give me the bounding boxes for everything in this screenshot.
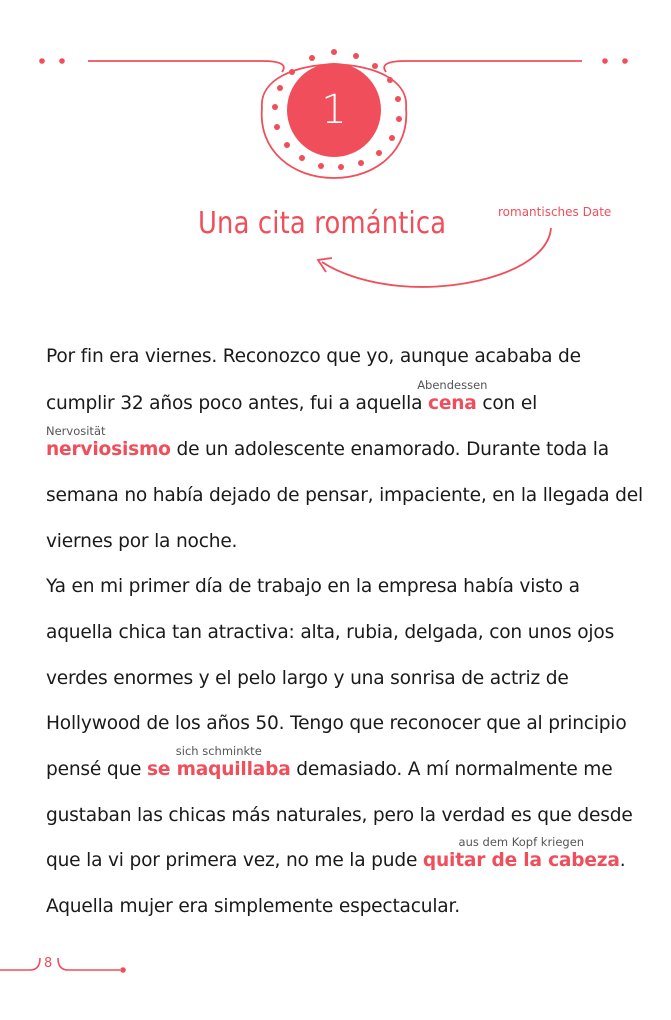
body-line-3-tail: de un adolescente enamorado. Durante toda la — [170, 439, 609, 460]
body-line-13: Aquella mujer era simplemente espectacular. — [46, 896, 460, 917]
keyword-nerviosismo — [46, 424, 171, 460]
body-line-7: aquella chica tan atractiva: alta, rubia, delgada, con unos ojos — [46, 622, 615, 643]
body-line-8: verdes enormes y el pelo largo y una sonrisa de actriz de — [46, 668, 569, 689]
body-line-11: gustaban las chicas más naturales, pero la verdad es que desde — [46, 805, 633, 826]
body-line-2-text: cumplir 32 años poco antes, fui a aquella — [46, 393, 429, 414]
body-line-5: viernes por la noche. — [46, 531, 238, 552]
body-line-2-tail: con el — [476, 393, 538, 414]
body-line-2 — [46, 378, 538, 414]
body-line-4: semana no había dejado de pensar, impaciente, en la llegada del — [46, 485, 643, 506]
body-line-12 — [46, 835, 626, 871]
body-line-9: Hollywood de los años 50. Tengo que reconocer que al principio — [46, 713, 627, 734]
body-line-12-text: que la vi por primera vez, no me la pude — [46, 850, 423, 871]
body-line-10-text: pensé que — [46, 759, 148, 780]
gloss-quitar: aus dem Kopf kriegen — [458, 835, 585, 849]
keyword-nerviosismo-text: nerviosismo — [46, 439, 171, 460]
chapter-number: 1 — [321, 87, 347, 133]
keyword-cena-text: cena — [428, 393, 477, 414]
chapter-title-gloss: romantisches Date — [498, 205, 612, 219]
body-line-12-tail: . — [619, 850, 626, 871]
body-line-3 — [46, 424, 609, 460]
keyword-maquillaba-text: se maquillaba — [147, 759, 291, 780]
keyword-quitar-text: quitar de la cabeza — [422, 850, 620, 871]
keyword-cena — [417, 378, 488, 414]
gloss-maquillaba: sich schminkte — [175, 744, 262, 758]
gloss-cena: Abendessen — [417, 378, 488, 392]
body-line-1: Por fin era viernes. Reconozco que yo, aunque acababa de — [46, 346, 581, 367]
page-number: 8 — [44, 956, 53, 971]
gloss-nerviosismo: Nervosität — [46, 424, 106, 438]
body-line-6: Ya en mi primer día de trabajo en la empresa había visto a — [46, 576, 580, 597]
chapter-title: Una cita romántica — [198, 206, 447, 241]
keyword-maquillaba — [147, 744, 291, 780]
body-line-10-tail: demasiado. A mí normalmente me — [290, 759, 613, 780]
body-line-10 — [46, 744, 613, 780]
keyword-quitar — [422, 835, 620, 871]
